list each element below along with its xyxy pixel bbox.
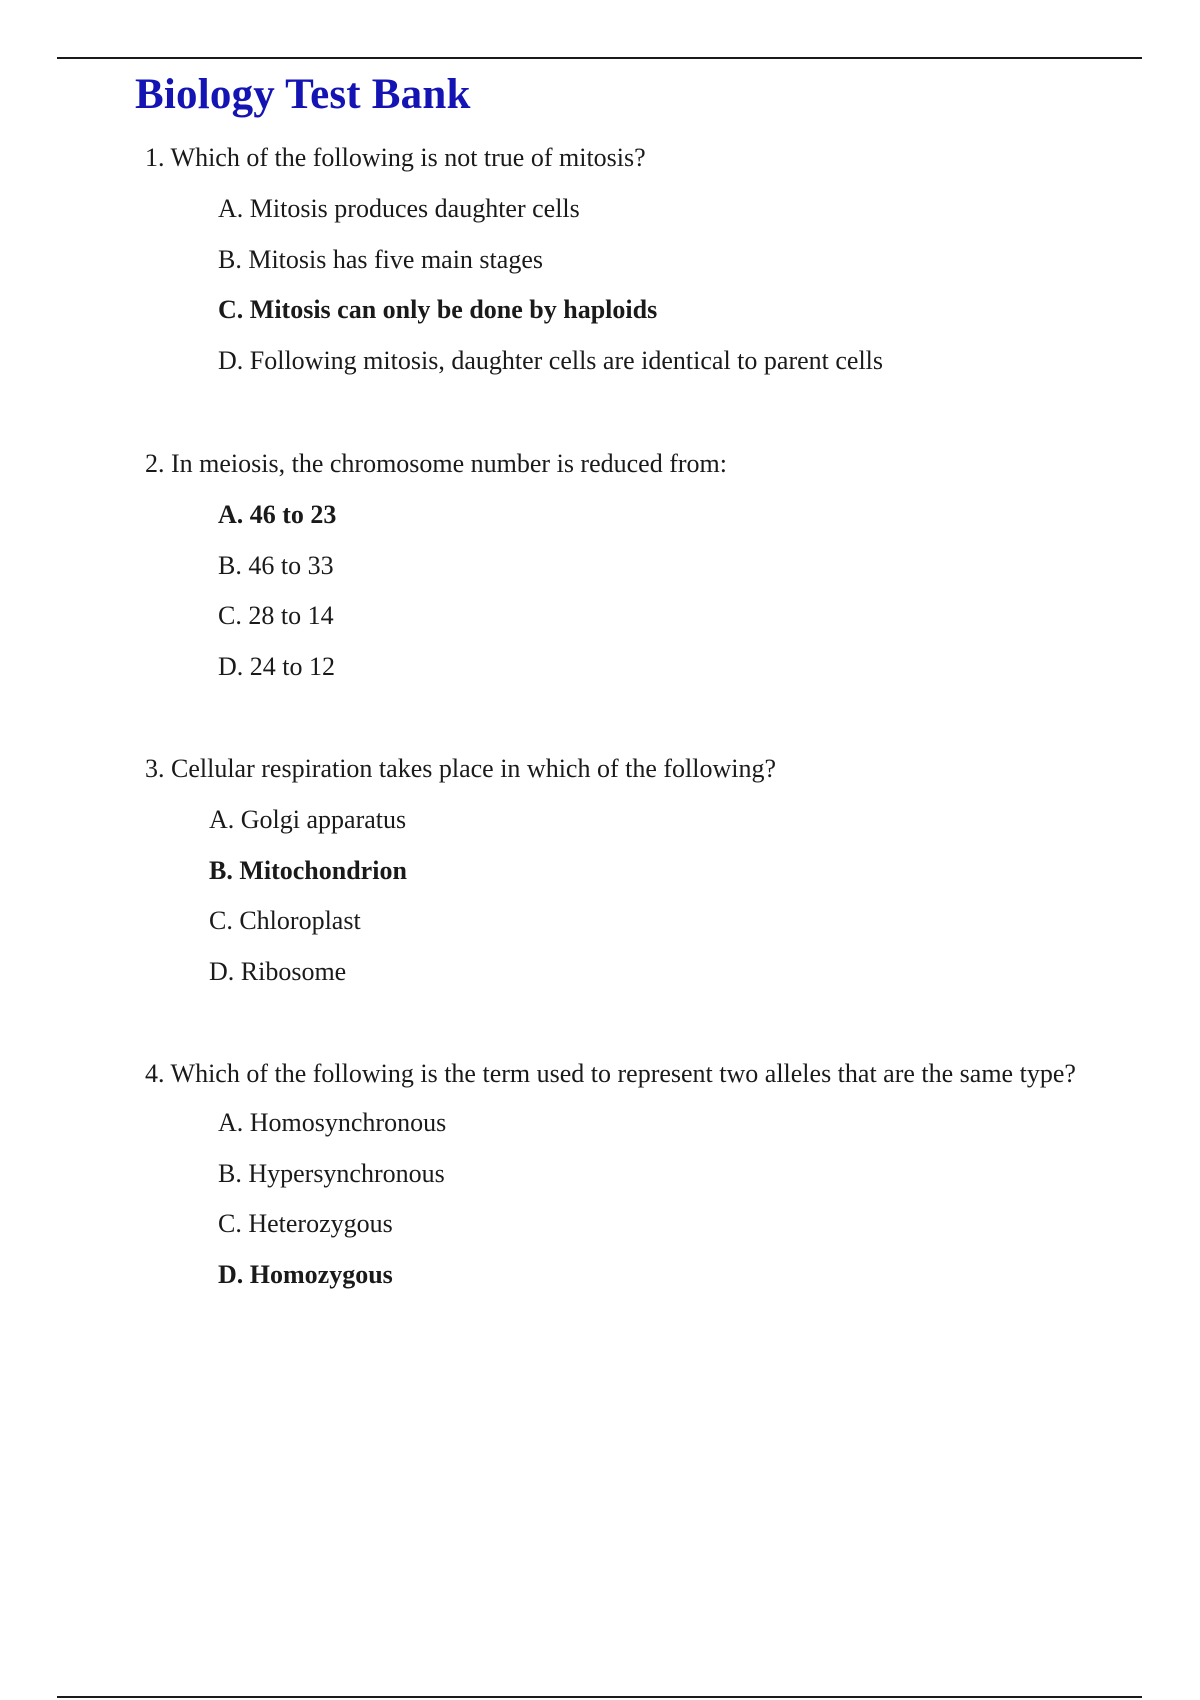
option-a: A. Golgi apparatus	[209, 805, 407, 834]
answer-options	[145, 803, 1095, 989]
answer-options	[145, 498, 1095, 684]
answer-options	[145, 1106, 1095, 1292]
question-4	[145, 1056, 1095, 1308]
question-1	[145, 140, 1095, 394]
option-d: D. 24 to 12	[218, 651, 335, 681]
question-3	[145, 751, 1095, 1005]
top-rule	[57, 57, 1142, 59]
option-c: C. 28 to 14	[218, 601, 334, 630]
option-a: A. Mitosis produces daughter cells	[218, 194, 580, 223]
option-d: D. Ribosome	[209, 956, 347, 986]
question-text: 3. Cellular respiration takes place in which of the following?	[145, 754, 777, 783]
option-c: C. Chloroplast	[209, 906, 361, 935]
option-b: B. Mitosis has five main stages	[218, 244, 543, 274]
option-d: D. Following mitosis, daughter cells are identical to parent cells	[218, 345, 884, 375]
question-2	[145, 446, 1095, 700]
option-c-correct: C. Mitosis can only be done by haploids	[218, 295, 658, 324]
bottom-rule	[57, 1696, 1142, 1698]
question-text: 1. Which of the following is not true of mitosis?	[145, 143, 646, 172]
option-b-correct: B. Mitochondrion	[209, 855, 407, 885]
question-text: 4. Which of the following is the term used to represent two alleles that are the same type?	[145, 1059, 1076, 1088]
page-title: Biology Test Bank	[135, 71, 471, 118]
option-b: B. Hypersynchronous	[218, 1158, 445, 1188]
answer-options	[145, 192, 1095, 378]
option-d-correct: D. Homozygous	[218, 1259, 393, 1289]
option-c: C. Heterozygous	[218, 1209, 393, 1238]
option-b: B. 46 to 33	[218, 550, 334, 580]
question-text: 2. In meiosis, the chromosome number is reduced from:	[145, 449, 727, 478]
option-a-correct: A. 46 to 23	[218, 500, 337, 529]
option-a: A. Homosynchronous	[218, 1108, 447, 1137]
